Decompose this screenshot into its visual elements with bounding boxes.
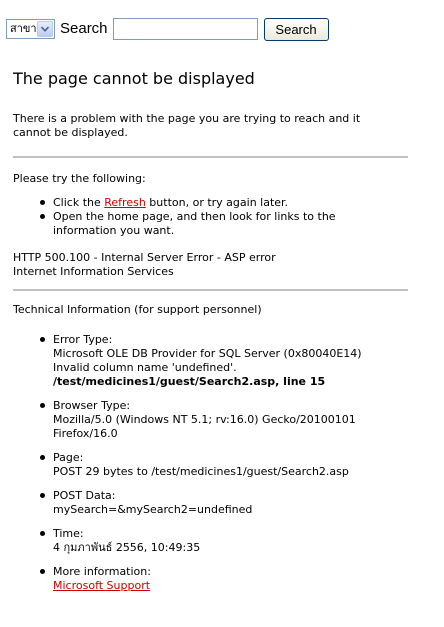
divider xyxy=(13,289,408,291)
browser-type-line1: Mozilla/5.0 (Windows NT 5.1; rv:16.0) Gecko/20100101 xyxy=(53,413,356,426)
list-item-time xyxy=(40,527,430,555)
divider xyxy=(13,156,408,158)
bullet-icon xyxy=(40,531,45,536)
list-item-post-data xyxy=(40,489,430,517)
more-info-label: More information: xyxy=(53,565,151,578)
bullet-icon xyxy=(40,493,45,498)
list-item-page xyxy=(40,451,430,479)
home-line1: Open the home page, and then look for links to the xyxy=(53,210,336,223)
error-intro-line1: There is a problem with the page you are trying to reach and it xyxy=(13,112,361,125)
time-label: Time: xyxy=(53,527,84,540)
search-button[interactable]: Search xyxy=(264,18,329,41)
error-type-label: Error Type: xyxy=(53,333,113,346)
microsoft-support-link[interactable]: Microsoft Support xyxy=(53,579,151,592)
bullet-icon xyxy=(40,455,45,460)
bullet-icon xyxy=(40,337,45,342)
bullet-icon xyxy=(40,403,45,408)
error-type-line2: Invalid column name 'undefined'. xyxy=(53,361,237,374)
server-name: Internet Information Services xyxy=(13,265,174,278)
list-item xyxy=(40,196,420,210)
search-label: Search xyxy=(60,20,108,37)
error-intro xyxy=(13,112,360,140)
page-title: The page cannot be displayed xyxy=(13,69,255,88)
list-item-browser-type xyxy=(40,399,430,441)
search-bar xyxy=(6,18,329,40)
http-status: HTTP 500.100 - Internal Server Error - ASP error xyxy=(13,251,276,264)
refresh-suffix: button, or try again later. xyxy=(145,196,289,209)
try-heading: Please try the following: xyxy=(13,172,146,185)
branch-select-value: สาขา xyxy=(10,22,37,35)
tech-list xyxy=(40,333,430,603)
bullet-icon xyxy=(40,569,45,574)
post-data-label: POST Data: xyxy=(53,489,116,502)
home-line2: information you want. xyxy=(53,224,175,237)
page-line1: POST 29 bytes to /test/medicines1/guest/Search2.asp xyxy=(53,465,349,478)
list-item xyxy=(40,210,420,238)
bullet-icon xyxy=(40,200,45,205)
error-type-line1: Microsoft OLE DB Provider for SQL Server (0x80040E14) xyxy=(53,347,362,360)
try-list xyxy=(40,196,420,238)
http-status-block xyxy=(13,251,276,279)
bullet-icon xyxy=(40,214,45,219)
browser-type-label: Browser Type: xyxy=(53,399,131,412)
chevron-down-icon[interactable] xyxy=(37,21,53,37)
page-label: Page: xyxy=(53,451,84,464)
branch-select[interactable] xyxy=(6,19,55,39)
error-intro-line2: cannot be displayed. xyxy=(13,126,128,139)
list-item-more-info xyxy=(40,565,430,593)
time-line1: 4 กุมภาพันธ์ 2556, 10:49:35 xyxy=(53,541,201,554)
post-data-line1: mySearch=&mySearch2=undefined xyxy=(53,503,253,516)
refresh-prefix: Click the xyxy=(53,196,105,209)
error-type-line3: /test/medicines1/guest/Search2.asp, line 15 xyxy=(53,375,326,388)
refresh-link[interactable]: Refresh xyxy=(104,196,146,209)
search-input[interactable] xyxy=(113,18,258,40)
tech-heading: Technical Information (for support personnel) xyxy=(13,303,262,316)
browser-type-line2: Firefox/16.0 xyxy=(53,427,118,440)
list-item-error-type xyxy=(40,333,430,389)
